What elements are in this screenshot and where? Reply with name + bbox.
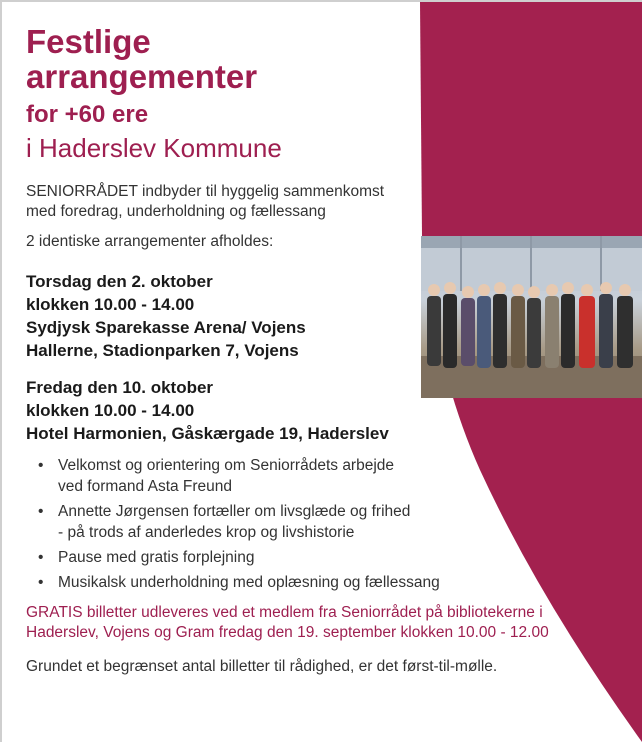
ticket-info: GRATIS billetter udleveres ved et medlem fra Seniorrådet på bibliotekerne i Haderslev, Vojens og Gram fredag den 19. september klokken 10.00 - 12.00 [26, 604, 549, 641]
flyer-content [26, 24, 626, 677]
footer-note: Grundet et begrænset antal billetter til rådighed, er det først-til-mølle. [26, 658, 498, 675]
bullet-icon: • [38, 457, 44, 474]
bullet-icon: • [38, 503, 44, 520]
event-2 [26, 376, 626, 445]
title-municipality: i Haderslev Kommune [26, 133, 282, 163]
bullet-icon: • [38, 549, 44, 566]
flyer-title [26, 24, 626, 94]
agenda-item-4: Musikalsk underholdning med oplæsning og fællessang [58, 574, 440, 591]
title-line-2: arrangementer [26, 58, 258, 95]
list-item [32, 547, 552, 568]
event-1-date: Torsdag den 2. oktober [26, 272, 213, 291]
bullet-icon: • [38, 574, 44, 591]
event-2-date: Fredag den 10. oktober [26, 378, 214, 397]
list-item [32, 572, 552, 593]
agenda-item-3: Pause med gratis forplejning [58, 549, 255, 566]
agenda-item-1-line-2: ved formand Asta Freund [58, 478, 233, 495]
list-item [32, 455, 552, 497]
agenda-item-2-line-2: - på trods af anderledes krop og livshistorie [58, 524, 355, 541]
event-1 [26, 270, 626, 362]
agenda-item-1-line-1: Velkomst og orientering om Seniorrådets arbejde [58, 457, 395, 474]
title-line-1: Festlige [26, 23, 151, 60]
event-1-time: klokken 10.00 - 14.00 [26, 295, 195, 314]
agenda-item-2-line-1: Annette Jørgensen fortæller om livsglæde og frihed [58, 503, 411, 520]
list-item [32, 501, 552, 543]
event-2-time: klokken 10.00 - 14.00 [26, 401, 195, 420]
event-2-venue: Hotel Harmonien, Gåskærgade 19, Haderslev [26, 424, 389, 443]
title-age-group: for +60 ere [26, 101, 149, 128]
agenda-list [26, 455, 552, 593]
intro-text: SENIORRÅDET indbyder til hyggelig sammenkomst med foredrag, underholdning og fællessang [26, 183, 385, 220]
event-1-venue-line-2: Hallerne, Stadionparken 7, Vojens [26, 341, 299, 360]
event-1-venue-line-1: Sydjysk Sparekasse Arena/ Vojens [26, 318, 306, 337]
intro-count-text: 2 identiske arrangementer afholdes: [26, 233, 274, 250]
